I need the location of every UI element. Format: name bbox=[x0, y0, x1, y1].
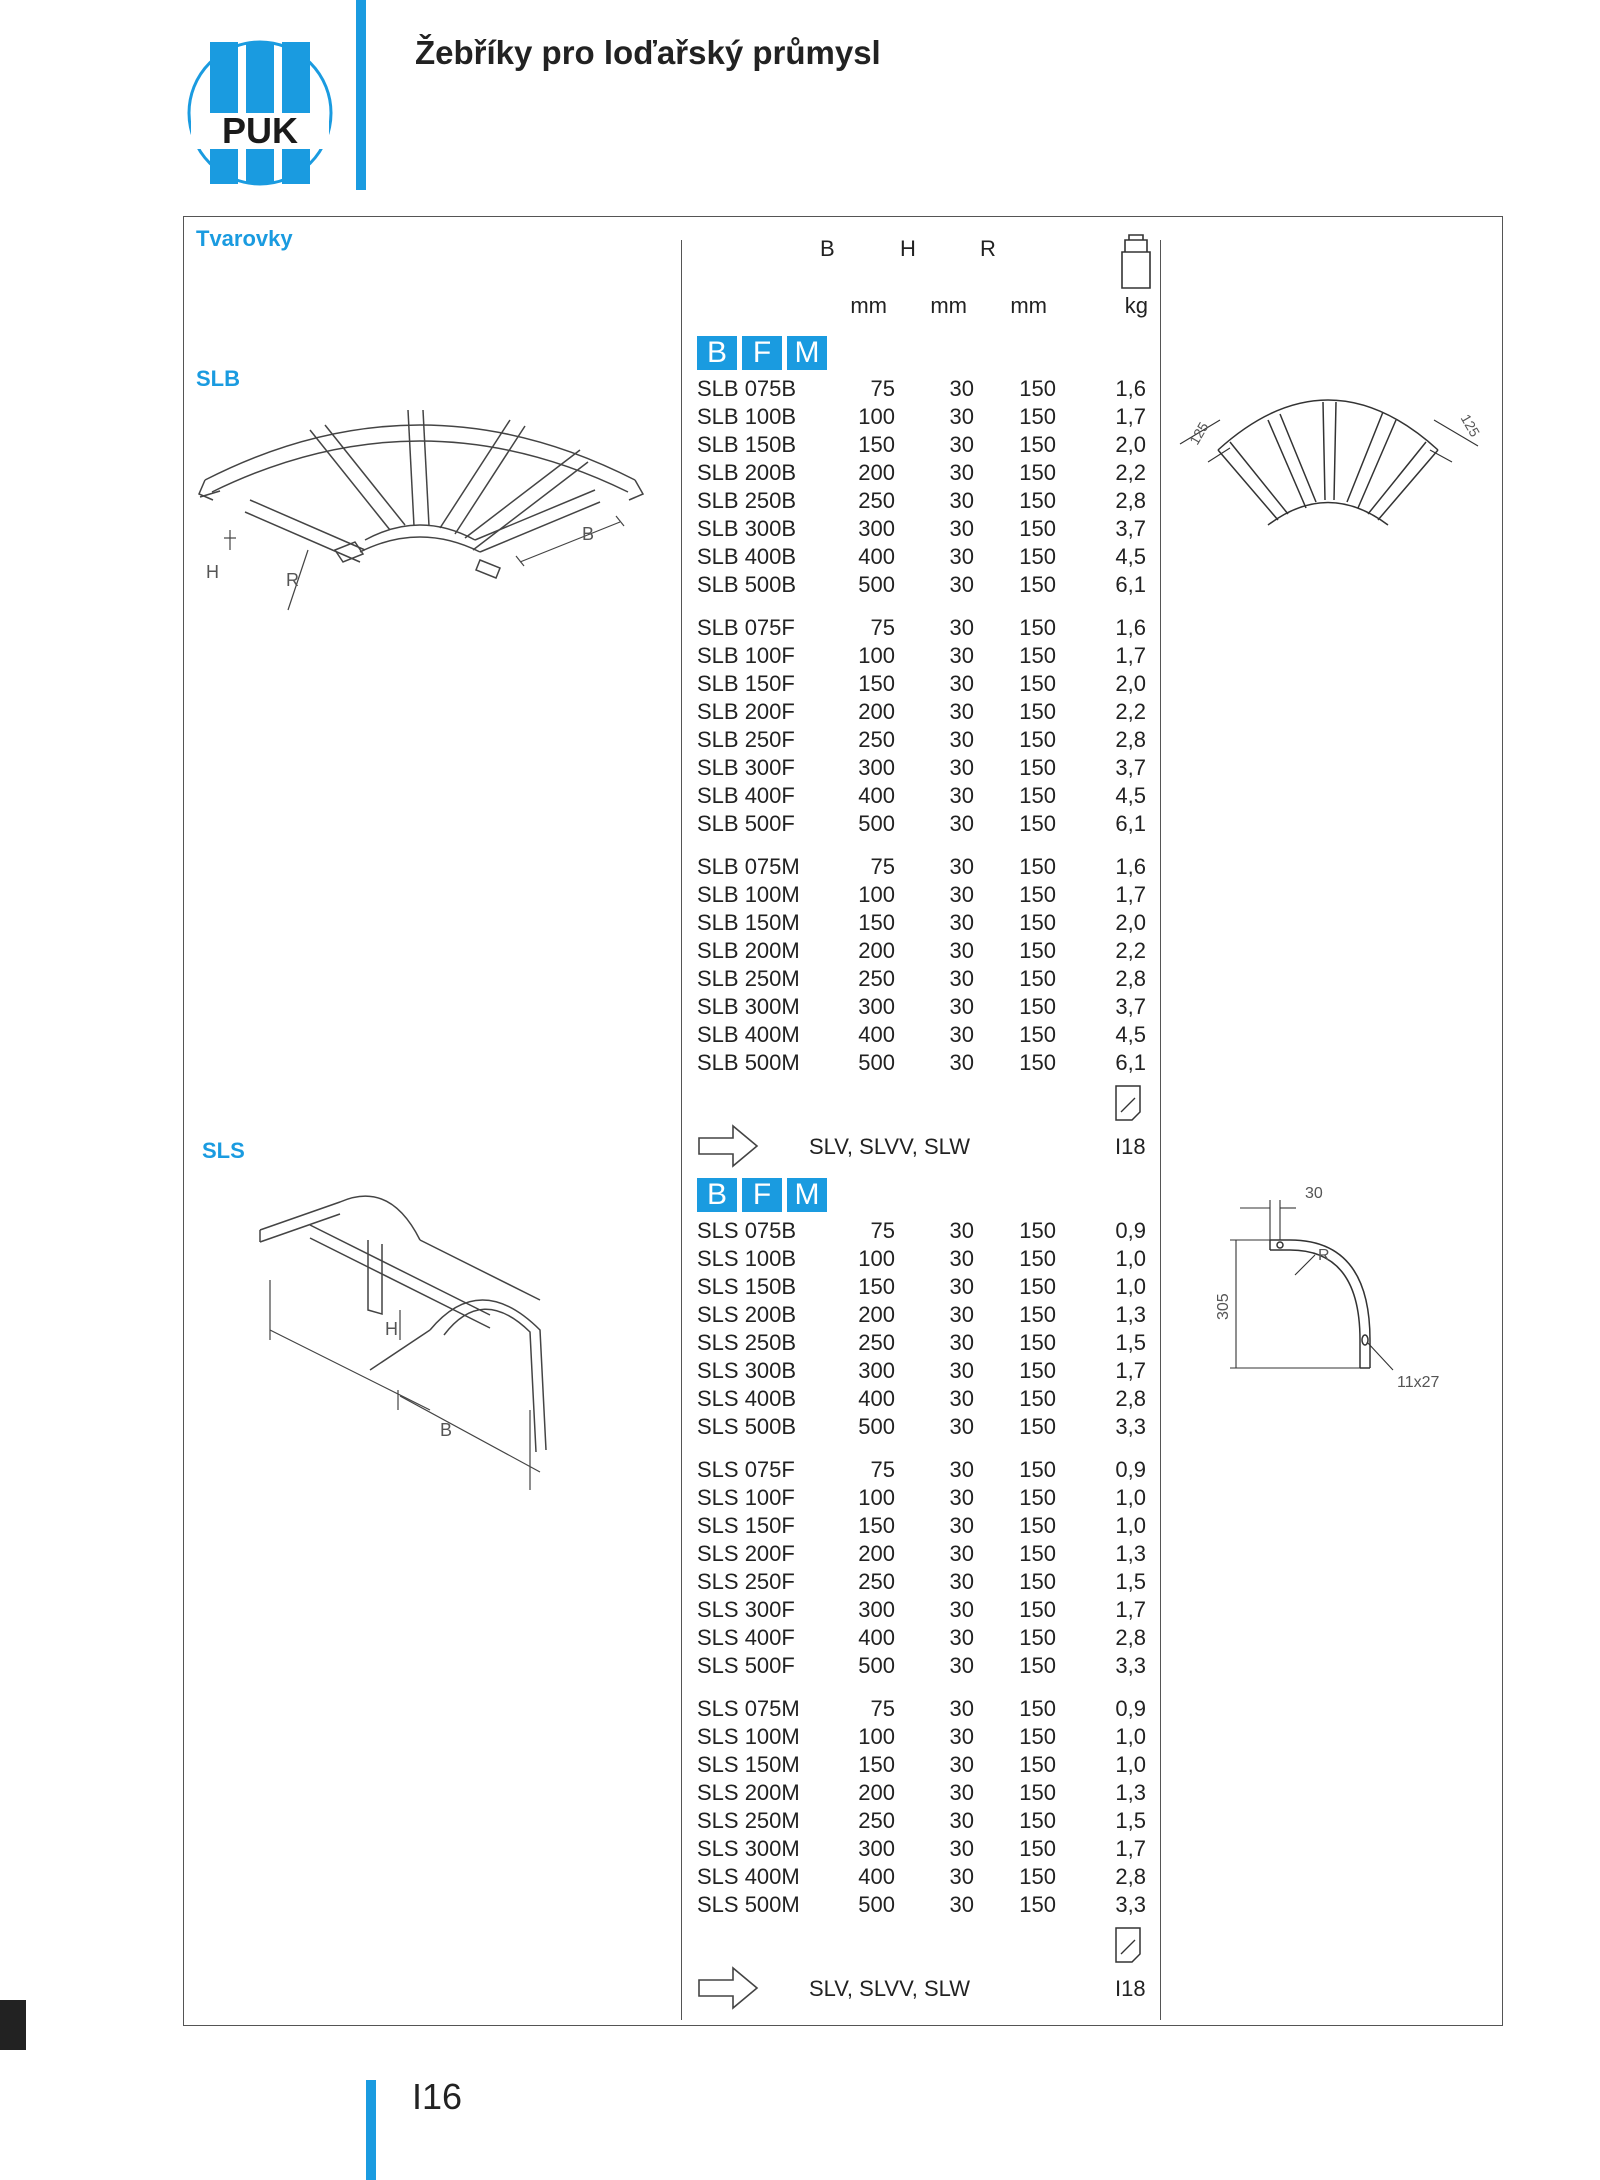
slb-label: SLB bbox=[196, 366, 240, 391]
radius-r: 150 bbox=[1019, 882, 1056, 907]
width-b: 150 bbox=[858, 910, 895, 935]
weight-kg: 1,6 bbox=[1115, 376, 1146, 401]
width-b: 100 bbox=[858, 1246, 895, 1271]
height-h: 30 bbox=[949, 1485, 974, 1510]
height-h: 30 bbox=[949, 1358, 974, 1383]
weight-kg: 1,0 bbox=[1115, 1274, 1146, 1299]
width-b: 250 bbox=[858, 1808, 895, 1833]
col-b-unit: mm bbox=[850, 293, 887, 318]
height-h: 30 bbox=[949, 910, 974, 935]
sls-label: SLS bbox=[202, 1138, 245, 1163]
radius-r: 150 bbox=[1019, 1485, 1056, 1510]
height-h: 30 bbox=[949, 854, 974, 879]
radius-r: 150 bbox=[1019, 1724, 1056, 1749]
weight-kg: 3,3 bbox=[1115, 1892, 1146, 1917]
product-code: SLS 300B bbox=[697, 1358, 797, 1383]
weight-kg: 1,5 bbox=[1115, 1808, 1146, 1833]
puk-logo bbox=[185, 38, 335, 188]
width-b: 100 bbox=[858, 1724, 895, 1749]
table-left-divider bbox=[681, 240, 682, 2020]
width-b: 200 bbox=[858, 460, 895, 485]
width-b: 250 bbox=[858, 1569, 895, 1594]
radius-r: 150 bbox=[1019, 1653, 1056, 1678]
product-code: SLS 150M bbox=[697, 1752, 800, 1777]
radius-r: 150 bbox=[1019, 572, 1056, 597]
sls-isometric-drawing bbox=[250, 1180, 590, 1490]
slb-dim-b: B bbox=[582, 524, 595, 544]
weight-kg: 1,0 bbox=[1115, 1246, 1146, 1271]
weight-kg: 1,0 bbox=[1115, 1724, 1146, 1749]
product-code: SLB 100B bbox=[697, 404, 797, 429]
sls-dim-r: R bbox=[1318, 1247, 1330, 1264]
width-b: 100 bbox=[858, 1485, 895, 1510]
weight-kg: 1,0 bbox=[1115, 1752, 1146, 1777]
height-h: 30 bbox=[949, 1022, 974, 1047]
width-b: 100 bbox=[858, 882, 895, 907]
sls-side-view-drawing bbox=[1200, 1180, 1460, 1400]
product-code: SLS 300M bbox=[697, 1836, 800, 1861]
radius-r: 150 bbox=[1019, 1302, 1056, 1327]
product-code: SLS 200M bbox=[697, 1780, 800, 1805]
weight-kg: 0,9 bbox=[1115, 1218, 1146, 1243]
width-b: 150 bbox=[858, 432, 895, 457]
width-b: 200 bbox=[858, 1780, 895, 1805]
finish-badge-b: B bbox=[697, 1178, 737, 1212]
weight-kg: 1,7 bbox=[1115, 643, 1146, 668]
product-code: SLB 250B bbox=[697, 488, 797, 513]
height-h: 30 bbox=[949, 811, 974, 836]
radius-r: 150 bbox=[1019, 699, 1056, 724]
width-b: 200 bbox=[858, 1302, 895, 1327]
radius-r: 150 bbox=[1019, 404, 1056, 429]
width-b: 75 bbox=[870, 615, 895, 640]
slb-top-view-drawing bbox=[1168, 380, 1498, 540]
width-b: 250 bbox=[858, 727, 895, 752]
weight-kg: 2,8 bbox=[1115, 1386, 1146, 1411]
finish-badge-m: M bbox=[787, 1178, 827, 1212]
height-h: 30 bbox=[949, 1808, 974, 1833]
height-h: 30 bbox=[949, 1218, 974, 1243]
finish-badge-m: M bbox=[787, 336, 827, 370]
width-b: 200 bbox=[858, 938, 895, 963]
product-code: SLS 100F bbox=[697, 1485, 795, 1510]
width-b: 400 bbox=[858, 1022, 895, 1047]
height-h: 30 bbox=[949, 1386, 974, 1411]
height-h: 30 bbox=[949, 882, 974, 907]
width-b: 250 bbox=[858, 966, 895, 991]
weight-kg: 1,3 bbox=[1115, 1780, 1146, 1805]
height-h: 30 bbox=[949, 1780, 974, 1805]
width-b: 200 bbox=[858, 1541, 895, 1566]
height-h: 30 bbox=[949, 1864, 974, 1889]
height-h: 30 bbox=[949, 1724, 974, 1749]
height-h: 30 bbox=[949, 1330, 974, 1355]
radius-r: 150 bbox=[1019, 1022, 1056, 1047]
slb-side-dim-left: 125 bbox=[1185, 419, 1212, 448]
weight-kg: 2,8 bbox=[1115, 488, 1146, 513]
product-code: SLS 075B bbox=[697, 1218, 797, 1243]
height-h: 30 bbox=[949, 1302, 974, 1327]
document-icon bbox=[1114, 1084, 1142, 1122]
weight-kg: 1,0 bbox=[1115, 1513, 1146, 1538]
height-h: 30 bbox=[949, 1050, 974, 1075]
product-code: SLB 200F bbox=[697, 699, 795, 724]
height-h: 30 bbox=[949, 1569, 974, 1594]
finish-badge-f: F bbox=[742, 336, 782, 370]
width-b: 300 bbox=[858, 1358, 895, 1383]
width-b: 300 bbox=[858, 1597, 895, 1622]
col-b-header: B bbox=[820, 236, 835, 261]
product-code: SLS 200B bbox=[697, 1302, 797, 1327]
slb-isometric-drawing bbox=[190, 390, 670, 620]
finish-badge-f: F bbox=[742, 1178, 782, 1212]
radius-r: 150 bbox=[1019, 1864, 1056, 1889]
height-h: 30 bbox=[949, 488, 974, 513]
radius-r: 150 bbox=[1019, 643, 1056, 668]
corner-marker bbox=[0, 2000, 26, 2050]
width-b: 300 bbox=[858, 994, 895, 1019]
header-accent-bar bbox=[356, 0, 366, 190]
product-code: SLB 400B bbox=[697, 544, 797, 569]
product-code: SLB 500M bbox=[697, 1050, 800, 1075]
width-b: 400 bbox=[858, 544, 895, 569]
radius-r: 150 bbox=[1019, 376, 1056, 401]
product-code: SLB 100F bbox=[697, 643, 795, 668]
weight-icon bbox=[1119, 233, 1153, 291]
weight-kg: 2,2 bbox=[1115, 460, 1146, 485]
product-code: SLS 500M bbox=[697, 1892, 800, 1917]
radius-r: 150 bbox=[1019, 910, 1056, 935]
height-h: 30 bbox=[949, 783, 974, 808]
col-h-header: H bbox=[900, 236, 916, 261]
width-b: 300 bbox=[858, 1836, 895, 1861]
document-icon bbox=[1114, 1926, 1142, 1964]
height-h: 30 bbox=[949, 1414, 974, 1439]
width-b: 75 bbox=[870, 376, 895, 401]
product-code: SLS 100B bbox=[697, 1246, 797, 1271]
radius-r: 150 bbox=[1019, 1274, 1056, 1299]
radius-r: 150 bbox=[1019, 488, 1056, 513]
height-h: 30 bbox=[949, 1541, 974, 1566]
radius-r: 150 bbox=[1019, 1780, 1056, 1805]
radius-r: 150 bbox=[1019, 1808, 1056, 1833]
height-h: 30 bbox=[949, 1653, 974, 1678]
width-b: 400 bbox=[858, 1386, 895, 1411]
height-h: 30 bbox=[949, 376, 974, 401]
radius-r: 150 bbox=[1019, 1246, 1056, 1271]
height-h: 30 bbox=[949, 643, 974, 668]
weight-kg: 2,8 bbox=[1115, 727, 1146, 752]
radius-r: 150 bbox=[1019, 1358, 1056, 1383]
width-b: 150 bbox=[858, 671, 895, 696]
product-code: SLS 300F bbox=[697, 1597, 795, 1622]
radius-r: 150 bbox=[1019, 1386, 1056, 1411]
weight-kg: 2,8 bbox=[1115, 966, 1146, 991]
weight-kg: 3,3 bbox=[1115, 1653, 1146, 1678]
width-b: 500 bbox=[858, 572, 895, 597]
weight-kg: 2,0 bbox=[1115, 432, 1146, 457]
weight-kg: 2,0 bbox=[1115, 671, 1146, 696]
sls-dim-b: B bbox=[440, 1420, 453, 1440]
weight-kg: 1,7 bbox=[1115, 1836, 1146, 1861]
radius-r: 150 bbox=[1019, 1836, 1056, 1861]
radius-r: 150 bbox=[1019, 544, 1056, 569]
sls-dim-30: 30 bbox=[1305, 1185, 1323, 1202]
width-b: 500 bbox=[858, 1653, 895, 1678]
finish-badge-b: B bbox=[697, 336, 737, 370]
slb-dim-r: R bbox=[286, 570, 299, 590]
height-h: 30 bbox=[949, 1597, 974, 1622]
weight-kg: 3,7 bbox=[1115, 516, 1146, 541]
page-title: Žebříky pro loďařský průmysl bbox=[415, 34, 881, 71]
weight-kg: 4,5 bbox=[1115, 544, 1146, 569]
height-h: 30 bbox=[949, 671, 974, 696]
height-h: 30 bbox=[949, 1246, 974, 1271]
radius-r: 150 bbox=[1019, 1892, 1056, 1917]
width-b: 300 bbox=[858, 516, 895, 541]
height-h: 30 bbox=[949, 544, 974, 569]
weight-kg: 1,3 bbox=[1115, 1541, 1146, 1566]
weight-kg: 1,6 bbox=[1115, 615, 1146, 640]
width-b: 500 bbox=[858, 1414, 895, 1439]
width-b: 400 bbox=[858, 783, 895, 808]
weight-kg: 1,5 bbox=[1115, 1569, 1146, 1594]
width-b: 75 bbox=[870, 854, 895, 879]
radius-r: 150 bbox=[1019, 854, 1056, 879]
height-h: 30 bbox=[949, 1696, 974, 1721]
radius-r: 150 bbox=[1019, 727, 1056, 752]
weight-kg: 1,7 bbox=[1115, 1597, 1146, 1622]
sls-reference-page[interactable]: I18 bbox=[1115, 1976, 1146, 2001]
radius-r: 150 bbox=[1019, 1457, 1056, 1482]
radius-r: 150 bbox=[1019, 1513, 1056, 1538]
width-b: 500 bbox=[858, 811, 895, 836]
radius-r: 150 bbox=[1019, 1414, 1056, 1439]
col-weight-unit: kg bbox=[1124, 293, 1148, 318]
product-code: SLB 500B bbox=[697, 572, 797, 597]
height-h: 30 bbox=[949, 1513, 974, 1538]
width-b: 150 bbox=[858, 1513, 895, 1538]
product-code: SLB 200B bbox=[697, 460, 797, 485]
radius-r: 150 bbox=[1019, 671, 1056, 696]
weight-kg: 1,7 bbox=[1115, 404, 1146, 429]
width-b: 400 bbox=[858, 1625, 895, 1650]
section-label: Tvarovky bbox=[196, 226, 293, 251]
product-code: SLB 150M bbox=[697, 910, 800, 935]
product-code: SLB 400F bbox=[697, 783, 795, 808]
weight-kg: 6,1 bbox=[1115, 811, 1146, 836]
slb-side-dim-right: 125 bbox=[1457, 411, 1484, 440]
footer-accent-bar bbox=[366, 2080, 376, 2180]
radius-r: 150 bbox=[1019, 1569, 1056, 1594]
weight-kg: 4,5 bbox=[1115, 783, 1146, 808]
product-code: SLB 075F bbox=[697, 615, 795, 640]
sls-dim-305: 305 bbox=[1215, 1293, 1232, 1320]
logo-text: PUK bbox=[221, 110, 299, 151]
sls-reference-text: SLV, SLVV, SLW bbox=[809, 1976, 971, 2001]
slb-reference-text: SLV, SLVV, SLW bbox=[809, 1134, 971, 1159]
product-code: SLS 200F bbox=[697, 1541, 795, 1566]
width-b: 300 bbox=[858, 755, 895, 780]
weight-kg: 2,0 bbox=[1115, 910, 1146, 935]
width-b: 200 bbox=[858, 699, 895, 724]
radius-r: 150 bbox=[1019, 432, 1056, 457]
product-code: SLB 250M bbox=[697, 966, 800, 991]
sls-dim-h: H bbox=[385, 1319, 398, 1339]
width-b: 150 bbox=[858, 1752, 895, 1777]
product-code: SLS 100M bbox=[697, 1724, 800, 1749]
width-b: 500 bbox=[858, 1050, 895, 1075]
product-code: SLS 400B bbox=[697, 1386, 797, 1411]
radius-r: 150 bbox=[1019, 1330, 1056, 1355]
radius-r: 150 bbox=[1019, 1541, 1056, 1566]
product-code: SLS 075M bbox=[697, 1696, 800, 1721]
weight-kg: 1,6 bbox=[1115, 854, 1146, 879]
height-h: 30 bbox=[949, 938, 974, 963]
weight-kg: 1,7 bbox=[1115, 882, 1146, 907]
product-code: SLS 400F bbox=[697, 1625, 795, 1650]
width-b: 75 bbox=[870, 1218, 895, 1243]
product-code: SLS 250B bbox=[697, 1330, 797, 1355]
height-h: 30 bbox=[949, 404, 974, 429]
slb-reference-row bbox=[697, 1124, 1157, 1170]
product-code: SLB 500F bbox=[697, 811, 795, 836]
height-h: 30 bbox=[949, 572, 974, 597]
weight-kg: 2,8 bbox=[1115, 1625, 1146, 1650]
height-h: 30 bbox=[949, 966, 974, 991]
arrow-right-icon bbox=[697, 1966, 759, 2010]
col-h-unit: mm bbox=[930, 293, 967, 318]
product-code: SLS 500B bbox=[697, 1414, 797, 1439]
weight-kg: 0,9 bbox=[1115, 1457, 1146, 1482]
height-h: 30 bbox=[949, 432, 974, 457]
slb-reference-page[interactable]: I18 bbox=[1115, 1134, 1146, 1159]
weight-kg: 2,8 bbox=[1115, 1864, 1146, 1889]
height-h: 30 bbox=[949, 1625, 974, 1650]
height-h: 30 bbox=[949, 1274, 974, 1299]
height-h: 30 bbox=[949, 516, 974, 541]
radius-r: 150 bbox=[1019, 1597, 1056, 1622]
width-b: 500 bbox=[858, 1892, 895, 1917]
sls-dim-hole: 11x27 bbox=[1397, 1374, 1440, 1391]
height-h: 30 bbox=[949, 1457, 974, 1482]
radius-r: 150 bbox=[1019, 1218, 1056, 1243]
weight-kg: 3,7 bbox=[1115, 994, 1146, 1019]
col-r-unit: mm bbox=[1010, 293, 1047, 318]
radius-r: 150 bbox=[1019, 460, 1056, 485]
height-h: 30 bbox=[949, 755, 974, 780]
product-code: SLB 150F bbox=[697, 671, 795, 696]
product-code: SLB 400M bbox=[697, 1022, 800, 1047]
height-h: 30 bbox=[949, 994, 974, 1019]
radius-r: 150 bbox=[1019, 1696, 1056, 1721]
weight-kg: 2,2 bbox=[1115, 938, 1146, 963]
height-h: 30 bbox=[949, 1752, 974, 1777]
col-r-header: R bbox=[980, 236, 996, 261]
weight-kg: 1,5 bbox=[1115, 1330, 1146, 1355]
radius-r: 150 bbox=[1019, 966, 1056, 991]
product-code: SLS 075F bbox=[697, 1457, 795, 1482]
product-code: SLS 500F bbox=[697, 1653, 795, 1678]
width-b: 100 bbox=[858, 643, 895, 668]
radius-r: 150 bbox=[1019, 938, 1056, 963]
width-b: 75 bbox=[870, 1457, 895, 1482]
product-code: SLB 250F bbox=[697, 727, 795, 752]
weight-kg: 1,7 bbox=[1115, 1358, 1146, 1383]
height-h: 30 bbox=[949, 1836, 974, 1861]
product-code: SLS 150F bbox=[697, 1513, 795, 1538]
radius-r: 150 bbox=[1019, 755, 1056, 780]
radius-r: 150 bbox=[1019, 1050, 1056, 1075]
width-b: 250 bbox=[858, 488, 895, 513]
finish-badges-slb bbox=[697, 336, 827, 370]
radius-r: 150 bbox=[1019, 615, 1056, 640]
product-code: SLB 075M bbox=[697, 854, 800, 879]
width-b: 250 bbox=[858, 1330, 895, 1355]
weight-kg: 3,7 bbox=[1115, 755, 1146, 780]
width-b: 75 bbox=[870, 1696, 895, 1721]
slb-dim-h: H bbox=[206, 562, 219, 582]
weight-kg: 2,2 bbox=[1115, 699, 1146, 724]
product-code: SLB 100M bbox=[697, 882, 800, 907]
height-h: 30 bbox=[949, 615, 974, 640]
height-h: 30 bbox=[949, 699, 974, 724]
product-code: SLB 300B bbox=[697, 516, 797, 541]
height-h: 30 bbox=[949, 727, 974, 752]
radius-r: 150 bbox=[1019, 994, 1056, 1019]
weight-kg: 1,0 bbox=[1115, 1485, 1146, 1510]
weight-kg: 4,5 bbox=[1115, 1022, 1146, 1047]
weight-kg: 1,3 bbox=[1115, 1302, 1146, 1327]
radius-r: 150 bbox=[1019, 1625, 1056, 1650]
width-b: 150 bbox=[858, 1274, 895, 1299]
radius-r: 150 bbox=[1019, 1752, 1056, 1777]
product-code: SLS 150B bbox=[697, 1274, 797, 1299]
radius-r: 150 bbox=[1019, 811, 1056, 836]
table-right-divider bbox=[1160, 240, 1161, 2020]
product-code: SLS 250M bbox=[697, 1808, 800, 1833]
product-code: SLB 150B bbox=[697, 432, 797, 457]
page-number: I16 bbox=[412, 2076, 463, 2117]
product-code: SLS 400M bbox=[697, 1864, 800, 1889]
sls-reference-row bbox=[697, 1966, 1157, 2012]
radius-r: 150 bbox=[1019, 516, 1056, 541]
weight-kg: 3,3 bbox=[1115, 1414, 1146, 1439]
product-code: SLB 200M bbox=[697, 938, 800, 963]
product-code: SLB 075B bbox=[697, 376, 797, 401]
height-h: 30 bbox=[949, 1892, 974, 1917]
radius-r: 150 bbox=[1019, 783, 1056, 808]
weight-kg: 6,1 bbox=[1115, 1050, 1146, 1075]
height-h: 30 bbox=[949, 460, 974, 485]
product-code: SLB 300M bbox=[697, 994, 800, 1019]
width-b: 100 bbox=[858, 404, 895, 429]
finish-badges-sls bbox=[697, 1178, 827, 1212]
product-code: SLS 250F bbox=[697, 1569, 795, 1594]
arrow-right-icon bbox=[697, 1124, 759, 1168]
width-b: 400 bbox=[858, 1864, 895, 1889]
product-code: SLB 300F bbox=[697, 755, 795, 780]
weight-kg: 6,1 bbox=[1115, 572, 1146, 597]
weight-kg: 0,9 bbox=[1115, 1696, 1146, 1721]
